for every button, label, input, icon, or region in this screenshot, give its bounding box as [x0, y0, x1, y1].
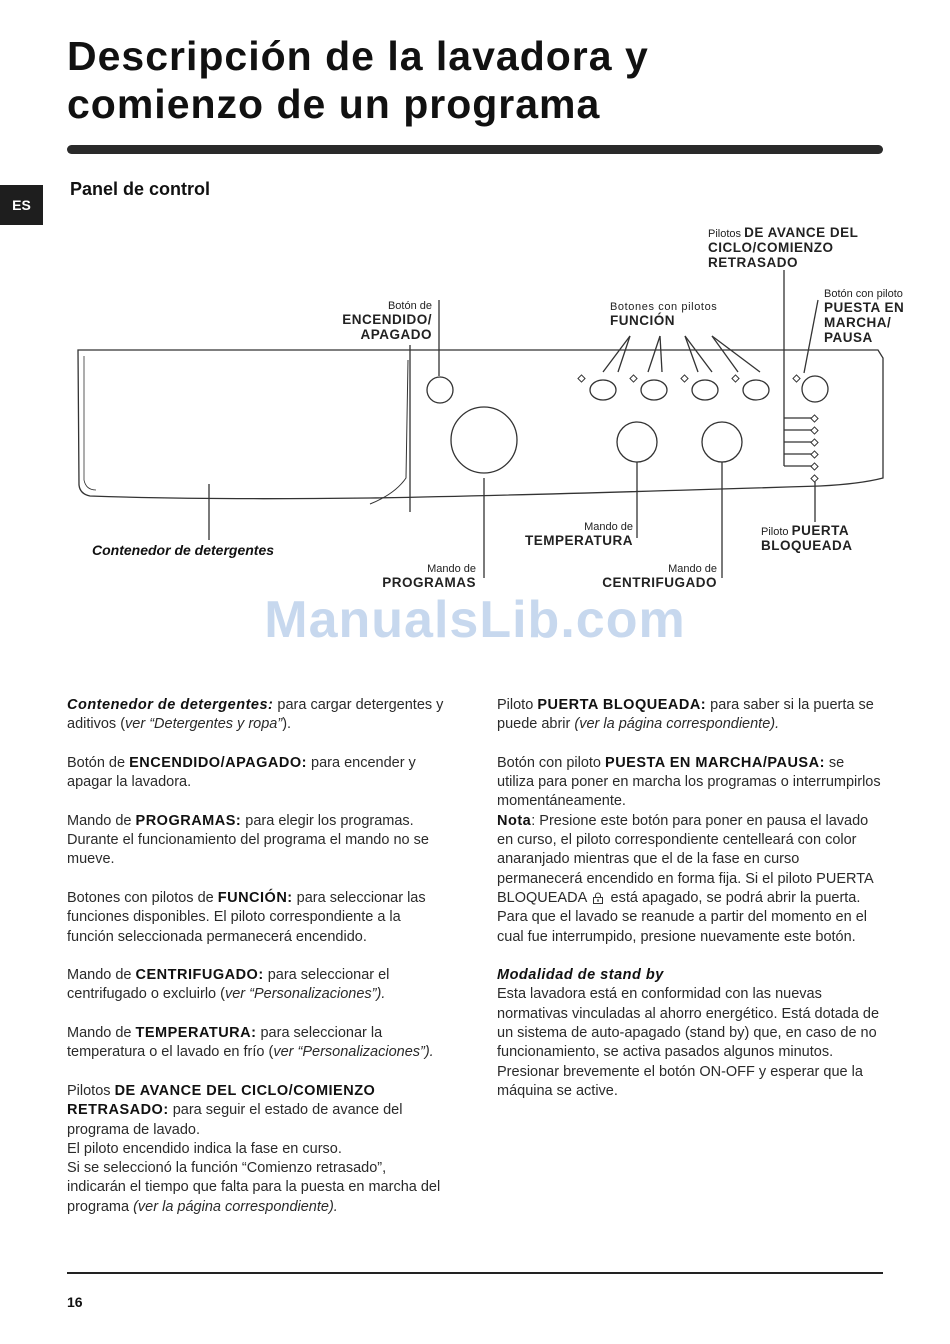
footer-rule	[67, 1272, 883, 1274]
temperature-dial-shape	[617, 422, 657, 462]
program-dial-shape	[451, 407, 517, 473]
desc-door-lock-led: Piloto PUERTA BLOQUEADA: para saber si la puerta se puede abrir (ver la página correspondiente).	[497, 697, 874, 733]
panel-outline	[78, 350, 883, 499]
label-power-button: Botón de ENCENDIDO/ APAGADO	[342, 300, 432, 342]
title-line-2: comienzo de un programa	[67, 81, 601, 127]
panel-inner-edge	[84, 356, 96, 490]
power-button-shape	[427, 377, 453, 403]
desc-function-buttons: Botones con pilotos de FUNCIÓN: para seleccionar las funciones disponibles. El piloto correspondiente a la función seleccionada permanecerá encendido.	[67, 889, 426, 945]
function-led-4	[732, 375, 739, 382]
right-column	[497, 696, 885, 1121]
door-lock-led	[811, 475, 818, 482]
left-column	[67, 696, 447, 1236]
label-program-dial: Mando de PROGRAMAS	[382, 563, 476, 590]
function-button-4-shape	[743, 380, 769, 400]
title-line-1: Descripción de la lavadora y	[67, 33, 649, 79]
start-pause-button-shape	[802, 376, 828, 402]
cycle-led-2	[811, 427, 818, 434]
function-led-2	[630, 375, 637, 382]
label-temperature-dial: Mando de TEMPERATURA	[525, 521, 633, 548]
watermark: ManualsLib.com	[264, 591, 686, 649]
desc-cycle-progress-leds: Pilotos DE AVANCE DEL CICLO/COMIENZO RETRASADO: para seguir el estado de avance del programa de lavado. El piloto encendido indica la fase en curso. Si se seleccionó la función “Comienzo retrasado”, indicarán el tiempo que falta para la puesta en marcha del programa (ver la página correspondiente).	[67, 1082, 441, 1215]
label-start-pause-button: Botón con piloto PUESTA EN MARCHA/ PAUSA	[824, 288, 905, 345]
page-number: 16	[67, 1294, 83, 1310]
desc-spin-dial: Mando de CENTRIFUGADO: para seleccionar el centrifugado o excluirlo (ver “Personalizaciones”).	[67, 967, 390, 1003]
language-tab: ES	[0, 185, 43, 225]
function-button-2-shape	[641, 380, 667, 400]
cycle-led-5	[811, 463, 818, 470]
padlock-icon	[592, 892, 604, 904]
function-button-3-shape	[692, 380, 718, 400]
standby-heading: Modalidad de stand by	[497, 967, 664, 984]
cycle-led-4	[811, 451, 818, 458]
function-led-1	[578, 375, 585, 382]
function-button-1-shape	[590, 380, 616, 400]
drawer-seam	[370, 360, 408, 504]
cycle-led-3	[811, 439, 818, 446]
label-door-lock-led: Piloto PUERTA BLOQUEADA	[761, 523, 853, 553]
section-title: Panel de control	[70, 179, 211, 199]
desc-standby-mode: Modalidad de stand by Esta lavadora está en conformidad con las nuevas normativas vinculadas al ahorro energético. Está dotada de un sistema de auto-apagado (stand by) que, en caso de no funcionamiento, se activa pasados algunos minutos. Presionar brevemente el botón ON-OFF y esperar que la máquina se active.	[497, 967, 880, 1099]
label-cycle-progress-leds: Pilotos DE AVANCE DEL CICLO/COMIENZO RETRASADO	[708, 225, 859, 270]
label-spin-dial: Mando de CENTRIFUGADO	[602, 563, 717, 590]
start-pause-led	[793, 375, 800, 382]
label-detergent-drawer: Contenedor de detergentes	[92, 542, 275, 558]
desc-program-dial: Mando de PROGRAMAS: para elegir los programas. Durante el funcionamiento del programa el mando no se mueve.	[67, 812, 429, 868]
desc-detergent-drawer: Contenedor de detergentes: para cargar detergentes y aditivos (ver “Detergentes y ropa”).	[67, 697, 444, 733]
label-function-buttons: Botones con pilotos FUNCIÓN	[610, 301, 718, 328]
desc-temperature-dial: Mando de TEMPERATURA: para seleccionar la temperatura o el lavado en frío (ver “Personalizaciones”).	[67, 1025, 434, 1061]
desc-power-button: Botón de ENCENDIDO/APAGADO: para encender y apagar la lavadora.	[67, 754, 416, 791]
desc-start-pause-button: Botón con piloto PUESTA EN MARCHA/PAUSA: se utiliza para poner en marcha los programas o interrumpirlos momentáneamente. Nota: Presione este botón para poner en pausa el lavado en curso, el piloto correspondiente centelleará con color anaranjado mientras que el de la fase en curso permanecerá encendido en forma fija. Si el piloto PUERTA BLOQUEADA está apagado, se podrá abrir la puerta. Para que el lavado se reanude a partir del momento en el cual fue interrumpido, presione nuevamente este botón.	[497, 754, 881, 945]
cycle-led-1	[811, 415, 818, 422]
function-led-3	[681, 375, 688, 382]
spin-dial-shape	[702, 422, 742, 462]
